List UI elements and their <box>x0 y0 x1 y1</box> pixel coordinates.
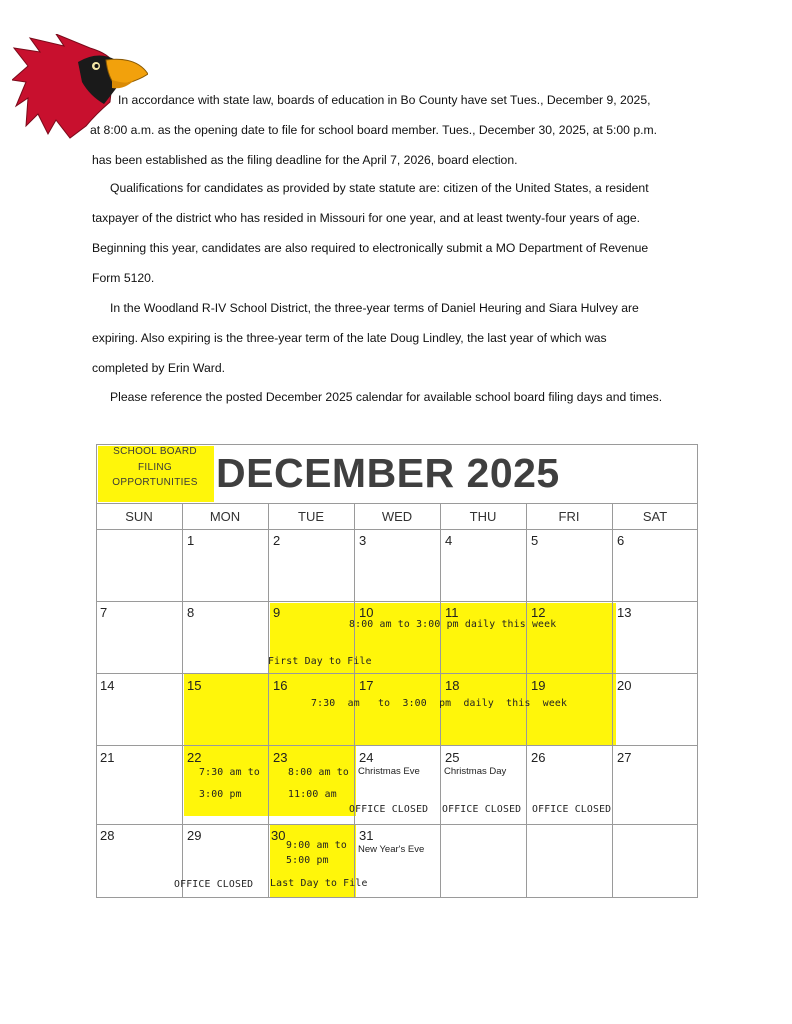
grid-line <box>96 745 698 746</box>
grid-line <box>96 824 698 825</box>
dec30-hours-start: 9:00 am to <box>286 840 347 851</box>
day-number: 4 <box>445 533 453 548</box>
dow-mon: MON <box>209 509 241 524</box>
last-day-note: Last Day to File <box>270 878 368 889</box>
christmas-eve-label: Christmas Eve <box>358 766 420 777</box>
calendar-header <box>96 444 698 504</box>
grid-line <box>96 673 698 674</box>
day-number: 2 <box>273 533 281 548</box>
day-number: 27 <box>617 750 632 765</box>
office-closed-dec26: OFFICE CLOSED <box>532 804 612 815</box>
dec30-hours-end: 5:00 pm <box>286 855 329 866</box>
dec22-hours-end: 3:00 pm <box>199 789 242 800</box>
notice-paragraph-filing-dates: In accordance with state law, boards of education in Bo County have set Tues., December 9, 2025, at 8:00 a.m. as the opening date to file for school board member. Tues., December 30, 2025, at 5:00 p.m. has been established as the filing deadline for the April 7, 2026, board election. <box>90 93 658 167</box>
day-number: 23 <box>273 750 288 765</box>
day-number: 24 <box>359 750 374 765</box>
week3-hours-note: 7:30 am to 3:00 pm daily this week <box>311 698 568 709</box>
day-number: 14 <box>100 678 115 693</box>
notice-paragraph-qualifications: Qualifications for candidates as provided by state statute are: citizen of the United States, a resident taxpayer of the district who has resided in Missouri for one year, and at least twenty-four years of age. Beginning this year, candidates are also required to electronically submit a MO Department of Revenue Form 5120. <box>92 181 649 285</box>
day-number: 19 <box>531 678 546 693</box>
day-number: 6 <box>617 533 625 548</box>
office-closed-dec25: OFFICE CLOSED <box>442 804 522 815</box>
day-number: 31 <box>359 828 374 843</box>
day-number: 28 <box>100 828 115 843</box>
grid-line <box>612 503 613 898</box>
day-number: 25 <box>445 750 460 765</box>
day-number: 10 <box>359 605 374 620</box>
dow-fri: FRI <box>558 509 580 524</box>
dow-wed: WED <box>381 509 413 524</box>
day-number: 15 <box>187 678 202 693</box>
day-number: 3 <box>359 533 367 548</box>
day-number: 1 <box>187 533 195 548</box>
day-number: 8 <box>187 605 195 620</box>
day-number: 21 <box>100 750 115 765</box>
grid-line <box>96 529 698 530</box>
day-number: 9 <box>273 605 281 620</box>
grid-line <box>182 503 183 898</box>
grid-line <box>96 601 698 602</box>
dow-sun: SUN <box>125 509 153 524</box>
day-number: 18 <box>445 678 460 693</box>
school-board-badge: SCHOOL BOARD FILING OPPORTUNITIES <box>112 446 198 488</box>
dow-tue: TUE <box>298 509 324 524</box>
day-number: 29 <box>187 828 202 843</box>
new-years-eve-label: New Year's Eve <box>358 844 425 855</box>
day-number: 13 <box>617 605 632 620</box>
dow-sat: SAT <box>642 509 668 524</box>
day-number: 26 <box>531 750 546 765</box>
grid-line <box>268 503 269 898</box>
day-number: 20 <box>617 678 632 693</box>
dec22-hours-start: 7:30 am to <box>199 767 260 778</box>
december-calendar <box>96 444 698 898</box>
calendar-title: DECEMBER 2025 <box>216 450 560 496</box>
dec23-hours-end: 11:00 am <box>288 789 337 800</box>
christmas-day-label: Christmas Day <box>444 766 507 777</box>
day-number: 5 <box>531 533 539 548</box>
day-number: 17 <box>359 678 374 693</box>
day-number: 12 <box>531 605 546 620</box>
notice-paragraph-expiring-terms: In the Woodland R-IV School District, the three-year terms of Daniel Heuring and Siara Hulvey are expiring. Also expiring is the three-year term of the late Doug Lindley, the last year of which was completed by Erin Ward. <box>92 301 639 375</box>
dow-thu: THU <box>469 509 497 524</box>
day-number: 7 <box>100 605 108 620</box>
week2-hours-note: 8:00 am to 3:00 pm daily this week <box>349 619 557 630</box>
dec23-hours-start: 8:00 am to <box>288 767 349 778</box>
office-closed-dec24: OFFICE CLOSED <box>349 804 429 815</box>
office-closed-dec29: OFFICE CLOSED <box>174 879 254 890</box>
day-number: 16 <box>273 678 288 693</box>
day-number: 22 <box>187 750 202 765</box>
notice-paragraph-calendar-reference: Please reference the posted December 2025 calendar for available school board filing days and times. <box>110 390 663 404</box>
day-number: 11 <box>445 605 459 620</box>
day-number: 30 <box>271 828 286 843</box>
first-day-note: First Day to File <box>268 656 372 667</box>
